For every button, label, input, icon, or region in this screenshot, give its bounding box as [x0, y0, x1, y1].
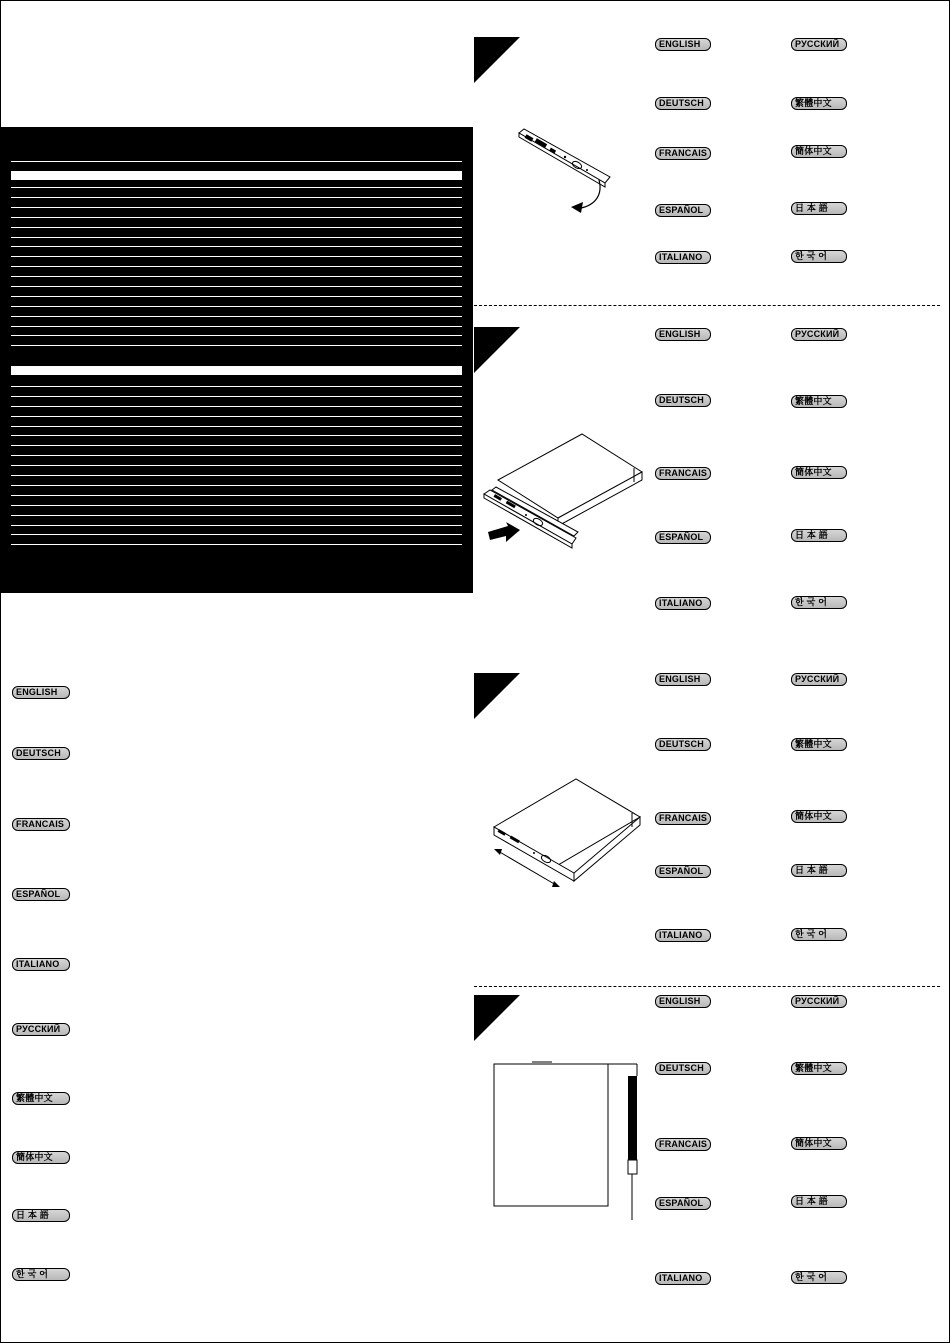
- panel-rule-line: [11, 544, 462, 545]
- step3-pill-english: ENGLISH: [655, 673, 711, 686]
- step2-pill-trad-chinese: 繁體中文: [791, 395, 847, 408]
- drive-side-view-illustration: [492, 1058, 642, 1223]
- panel-rule-line: [11, 426, 462, 427]
- step-3-marker: [474, 673, 520, 719]
- panel-rule-line: [11, 525, 462, 526]
- drive-assembled-illustration: [490, 777, 645, 892]
- panel-rule-line: [11, 386, 462, 387]
- step1-pill-deutsch: DEUTSCH: [655, 97, 711, 110]
- step1-pill-japanese: 日 本 語: [791, 202, 847, 215]
- step1-pill-korean: 한 국 어: [791, 250, 847, 263]
- step4-pill-italiano: ITALIANO: [655, 1272, 711, 1285]
- lang-pill-simp-chinese: 簡体中文: [12, 1151, 70, 1164]
- step3-pill-russian: РУССКИЙ: [791, 673, 847, 686]
- step1-pill-simp-chinese: 簡体中文: [791, 145, 847, 158]
- panel-rule-bar: [11, 366, 462, 375]
- step-4-marker: [474, 995, 520, 1041]
- step3-pill-deutsch: DEUTSCH: [655, 738, 711, 751]
- step3-pill-espanol: ESPAÑOL: [655, 865, 711, 878]
- step-separator: [474, 305, 940, 306]
- panel-rule-line: [11, 207, 462, 208]
- step3-pill-japanese: 日 本 語: [791, 864, 847, 877]
- panel-rule-line: [11, 316, 462, 317]
- lang-pill-trad-chinese: 繁體中文: [12, 1092, 70, 1105]
- panel-rule-line: [11, 237, 462, 238]
- panel-rule-line: [11, 465, 462, 466]
- step4-pill-francais: FRANCAIS: [655, 1138, 711, 1151]
- panel-rule-line: [11, 217, 462, 218]
- step2-pill-korean: 한 국 어: [791, 596, 847, 609]
- step3-pill-italiano: ITALIANO: [655, 929, 711, 942]
- lang-pill-russian: РУССКИЙ: [12, 1023, 70, 1036]
- step4-pill-trad-chinese: 繁體中文: [791, 1062, 847, 1075]
- lang-pill-espanol: ESPAÑOL: [12, 888, 70, 901]
- panel-rule-line: [11, 515, 462, 516]
- lang-pill-francais: FRANCAIS: [12, 818, 70, 831]
- step1-pill-italiano: ITALIANO: [655, 251, 711, 264]
- step4-pill-korean: 한 국 어: [791, 1271, 847, 1284]
- step1-pill-espanol: ESPAÑOL: [655, 204, 711, 217]
- step3-pill-korean: 한 국 어: [791, 928, 847, 941]
- step4-pill-japanese: 日 本 語: [791, 1195, 847, 1208]
- panel-rule-line: [11, 396, 462, 397]
- panel-rule-line: [11, 306, 462, 307]
- panel-rule-line: [11, 296, 462, 297]
- lang-pill-english: ENGLISH: [12, 686, 70, 699]
- step1-pill-trad-chinese: 繁體中文: [791, 97, 847, 110]
- panel-rule-line: [11, 416, 462, 417]
- panel-rule-line: [11, 266, 462, 267]
- step4-pill-simp-chinese: 簡体中文: [791, 1137, 847, 1150]
- step3-pill-francais: FRANCAIS: [655, 812, 711, 825]
- step3-pill-simp-chinese: 簡体中文: [791, 810, 847, 823]
- panel-rule-bar: [11, 171, 462, 180]
- step4-pill-russian: РУССКИЙ: [791, 995, 847, 1008]
- panel-rule-line: [11, 246, 462, 247]
- panel-rule-line: [11, 326, 462, 327]
- panel-rule-line: [11, 345, 462, 346]
- panel-rule-line: [11, 227, 462, 228]
- step1-pill-francais: FRANCAIS: [655, 147, 711, 160]
- step2-pill-japanese: 日 本 語: [791, 529, 847, 542]
- step1-pill-english: ENGLISH: [655, 38, 711, 51]
- panel-rule-line: [11, 161, 462, 162]
- panel-rule-line: [11, 485, 462, 486]
- panel-rule-line: [11, 197, 462, 198]
- panel-rule-line: [11, 187, 462, 188]
- step4-pill-espanol: ESPAÑOL: [655, 1197, 711, 1210]
- step4-pill-english: ENGLISH: [655, 995, 711, 1008]
- bezel-removal-illustration: [515, 125, 615, 220]
- lang-pill-deutsch: DEUTSCH: [12, 747, 70, 760]
- panel-rule-line: [11, 256, 462, 257]
- step-2-marker: [474, 327, 520, 373]
- panel-rule-line: [11, 505, 462, 506]
- step2-pill-russian: РУССКИЙ: [791, 328, 847, 341]
- step2-pill-english: ENGLISH: [655, 328, 711, 341]
- panel-rule-line: [11, 534, 462, 535]
- step3-pill-trad-chinese: 繁體中文: [791, 738, 847, 751]
- lang-pill-italiano: ITALIANO: [12, 958, 70, 971]
- bezel-attach-illustration: [480, 432, 645, 552]
- panel-rule-line: [11, 286, 462, 287]
- lang-pill-japanese: 日 本 語: [12, 1209, 70, 1222]
- step2-pill-deutsch: DEUTSCH: [655, 394, 711, 407]
- panel-rule-line: [11, 406, 462, 407]
- panel-rule-line: [11, 435, 462, 436]
- panel-rule-line: [11, 445, 462, 446]
- step2-pill-italiano: ITALIANO: [655, 597, 711, 610]
- step2-pill-francais: FRANCAIS: [655, 467, 711, 480]
- panel-rule-line: [11, 495, 462, 496]
- panel-rule-line: [11, 276, 462, 277]
- step2-pill-espanol: ESPAÑOL: [655, 531, 711, 544]
- panel-rule-line: [11, 455, 462, 456]
- step1-pill-russian: РУССКИЙ: [791, 38, 847, 51]
- step2-pill-simp-chinese: 簡体中文: [791, 466, 847, 479]
- step-1-marker: [474, 37, 520, 83]
- panel-rule-line: [11, 475, 462, 476]
- lang-pill-korean: 한 국 어: [12, 1268, 70, 1281]
- panel-rule-line: [11, 335, 462, 336]
- step-separator: [474, 986, 940, 987]
- step4-pill-deutsch: DEUTSCH: [655, 1062, 711, 1075]
